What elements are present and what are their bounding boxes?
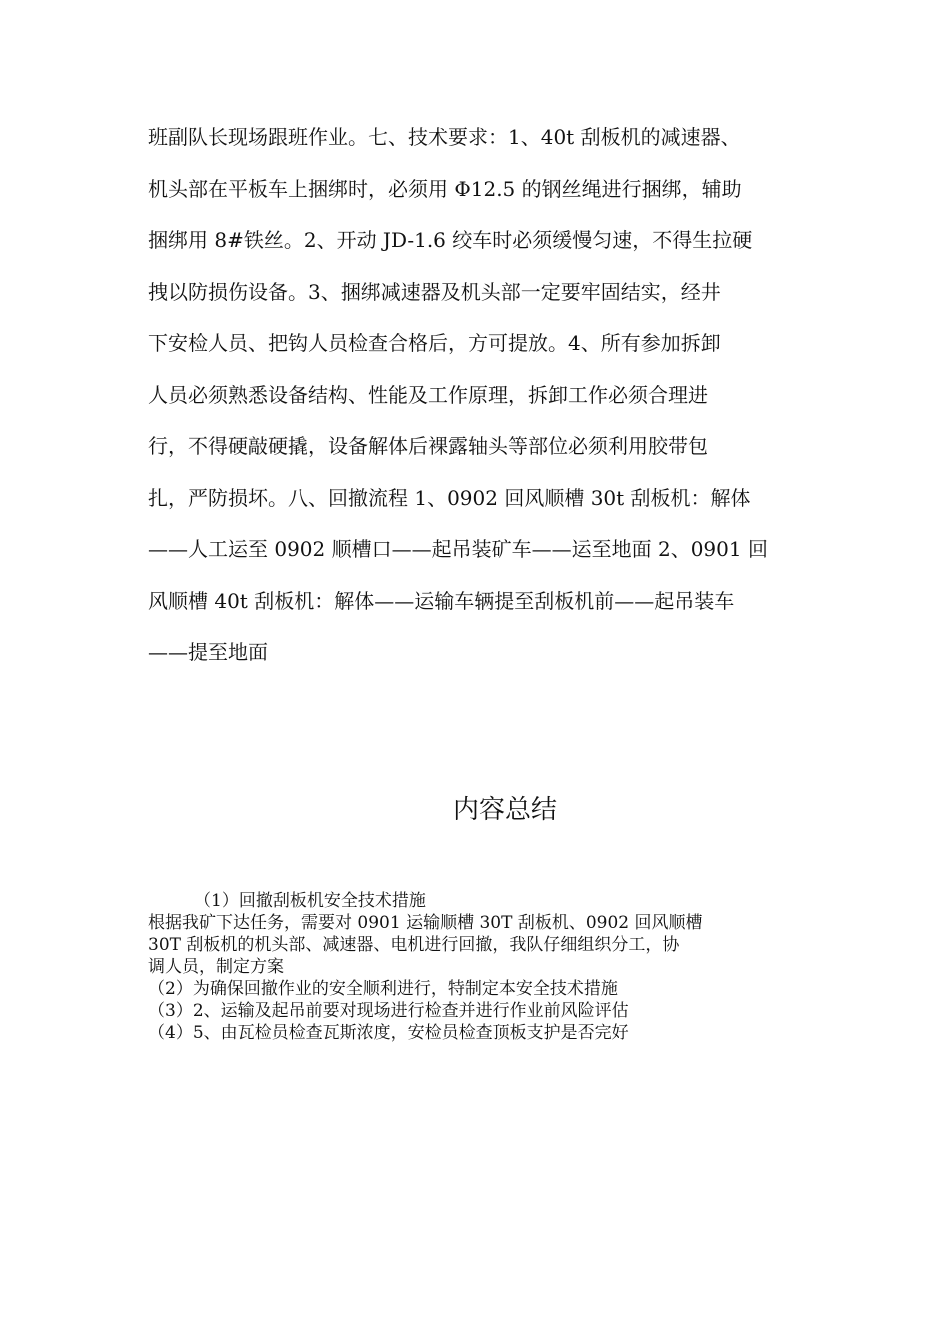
body-line: 机头部在平板车上捆绑时，必须用 Φ12.5 的钢丝绳进行捆绑，辅助: [148, 176, 742, 201]
body-line: ——人工运至 0902 顺槽口——起吊装矿车——运至地面 2、0901 回: [148, 537, 768, 561]
body-line: 拽以防损伤设备。3、捆绑减速器及机头部一定要牢固结实，经井: [148, 279, 721, 304]
summary-item-4: （4）5、由瓦检员检查瓦斯浓度，安检员检查顶板支护是否完好: [148, 1023, 629, 1043]
summary-section: [148, 890, 808, 1044]
body-line: 人员必须熟悉设备结构、性能及工作原理，拆卸工作必须合理进: [148, 382, 708, 407]
body-line: 下安检人员、把钩人员检查合格后，方可提放。4、所有参加拆卸: [148, 331, 721, 355]
summary-item-1-heading: （1）回撤刮板机安全技术措施: [194, 891, 426, 911]
summary-title: 内容总结: [452, 795, 557, 825]
body-line: 捆绑用 8#铁丝。2、开动 JD-1.6 绞车时必须缓慢匀速，不得生拉硬: [148, 228, 753, 252]
summary-item-2: （2）为确保回撤作业的安全顺利进行，特制定本安全技术措施: [148, 979, 618, 999]
body-line: 行，不得硬敲硬撬，设备解体后裸露轴头等部位必须利用胶带包: [148, 434, 708, 458]
summary-item-1-text: 调人员，制定方案: [148, 957, 284, 977]
body-text: [148, 116, 808, 683]
body-line: 扎，严防损坏。八、回撤流程 1、0902 回风顺槽 30t 刮板机：解体: [148, 485, 751, 510]
summary-item-3: （3）2、运输及起吊前要对现场进行检查并进行作业前风险评估: [148, 1001, 629, 1021]
body-line: ——提至地面: [148, 640, 268, 664]
body-line: 班副队长现场跟班作业。七、技术要求：1、40t 刮板机的减速器、: [148, 125, 741, 149]
summary-item-1-text: 根据我矿下达任务，需要对 0901 运输顺槽 30T 刮板机、0902 回风顺槽: [148, 913, 703, 933]
body-line: 风顺槽 40t 刮板机：解体——运输车辆提至刮板机前——起吊装车: [148, 588, 735, 613]
summary-item-1-text: 30T 刮板机的机头部、减速器、电机进行回撤，我队仔细组织分工，协: [148, 935, 680, 955]
